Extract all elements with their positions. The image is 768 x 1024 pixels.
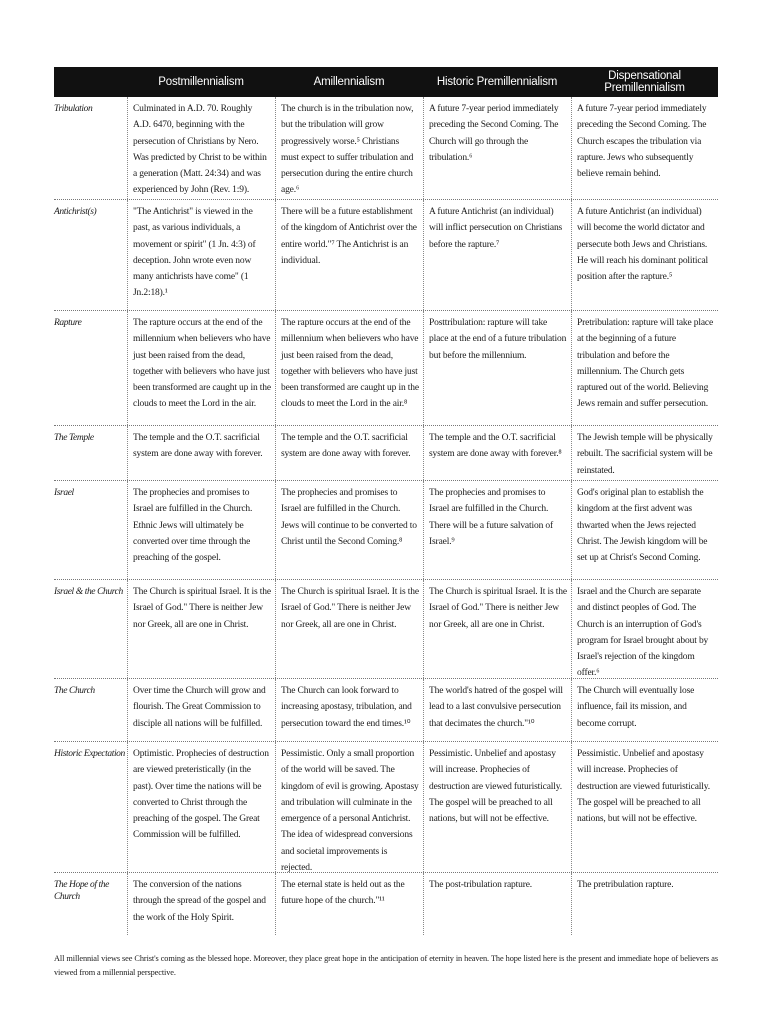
table-row [54,873,718,935]
table-cell: Pessimistic. Unbelief and apostasy will increase. Prophecies of destruction are viewed futuristically. The gospel will be preached to all nations, but will not be effective. [571,742,718,872]
table-cell: A future Antichrist (an individual) will become the world dictator and persecute both Jews and Christians. He will reach his dominant political position after the rapture.⁵ [571,200,718,310]
table-cell: The church is in the tribulation now, but the tribulation will grow progressively worse.⁵ Christians must expect to suffer tribulation and persecution during the entire church age.⁶ [275,97,423,199]
table-cell: The temple and the O.T. sacrificial system are done away with forever. [275,426,423,480]
table-cell: God's original plan to establish the kingdom at the first advent was thwarted when the Jews rejected Christ. The Jewish kingdom will be set up at Christ's Second Coming. [571,481,718,579]
table-row [54,742,718,873]
table-cell: A future 7-year period immediately preceding the Second Coming. The Church will go through the tribulation.⁶ [423,97,571,199]
row-label: Israel [54,488,74,498]
table-cell: The Church will eventually lose influence, fail its mission, and become corrupt. [571,679,718,741]
table-cell: Culminated in A.D. 70. Roughly A.D. 6470, beginning with the persecution of Christians by Nero. Was predicted by Christ to be within a generation (Matt. 24:34) and was experienced by John (Rev. 1:9). [127,97,275,199]
table-cell: The Church is spiritual Israel. It is the Israel of God." There is neither Jew nor Greek, all are one in Christ. [127,580,275,678]
table-cell: The rapture occurs at the end of the millennium when believers who have just been raised from the dead, together with believers who have just been transformed are caught up in the clouds to meet the Lord in the air. [127,311,275,425]
row-label: Israel & the Church [54,587,123,597]
table-cell: Pessimistic. Unbelief and apostasy will increase. Prophecies of destruction are viewed futuristically. The gospel will be preached to all nations, but will not be effective. [423,742,571,872]
row-label: Historic Expectation [54,749,125,759]
table-body [54,97,718,935]
comparison-table [54,67,718,935]
table-cell: The prophecies and promises to Israel are fulfilled in the Church. Jews will continue to be converted to Christ until the Second Coming.⁸ [275,481,423,579]
row-label: The Church [54,686,95,696]
table-row [54,679,718,742]
table-cell: Optimistic. Prophecies of destruction are viewed preteristically (in the past). Over time the nations will be converted to Christ through the preaching of the gospel. The Great Commission will be fulfilled. [127,742,275,872]
row-label: Tribulation [54,104,93,114]
table-cell: "The Antichrist" is viewed in the past, as various individuals, a movement or spirit" (1 Jn. 4:3) of deception. John wrote even now many antichrists have come" (1 Jn.2:18).¹ [127,200,275,310]
table-row [54,311,718,426]
header-postmillennialism: Postmillennialism [158,76,244,88]
row-label: The Hope of the Church [54,880,109,902]
table-row [54,481,718,580]
table-row [54,426,718,481]
table-cell: Posttribulation: rapture will take place at the end of a future tribulation but before the millennium. [423,311,571,425]
table-header [54,67,718,97]
header-historic-premillennialism: Historic Premillennialism [436,76,558,88]
table-cell: Pretribulation: rapture will take place at the beginning of a future tribulation and before the millennium. The Church gets raptured out of the world. Believing Jews remain and suffer persecution. [571,311,718,425]
table-cell: The Church is spiritual Israel. It is the Israel of God." There is neither Jew nor Greek, all are one in Christ. [275,580,423,678]
row-label: Antichrist(s) [54,207,97,217]
table-cell: The pretribulation rapture. [571,873,718,935]
table-cell: The prophecies and promises to Israel are fulfilled in the Church. There will be a future salvation of Israel.⁹ [423,481,571,579]
table-row [54,580,718,679]
table-cell: Israel and the Church are separate and distinct peoples of God. The Church is an interruption of God's program for Israel brought about by Israel's rejection of the kingdom offer.⁶ [571,580,718,678]
table-cell: A future Antichrist (an individual) will inflict persecution on Christians before the rapture.⁷ [423,200,571,310]
table-cell: The world's hatred of the gospel will lead to a last convulsive persecution that decimates the church."¹⁰ [423,679,571,741]
table-row [54,200,718,311]
table-cell: The prophecies and promises to Israel are fulfilled in the Church. Ethnic Jews will ultimately be converted over time through the preaching of the gospel. [127,481,275,579]
table-cell: The temple and the O.T. sacrificial system are done away with forever. [127,426,275,480]
table-cell: Pessimistic. Only a small proportion of the world will be saved. The kingdom of evil is growing. Apostasy and tribulation will culminate in the emergence of a personal Antichrist. The idea of widespread conversions and societal improvements is rejected. [275,742,423,872]
table-cell: The post-tribulation rapture. [423,873,571,935]
table-cell: The conversion of the nations through the spread of the gospel and the work of the Holy Spirit. [127,873,275,935]
row-label: Rapture [54,318,82,328]
table-cell: The eternal state is held out as the future hope of the church."¹¹ [275,873,423,935]
table-cell: The Church is spiritual Israel. It is the Israel of God." There is neither Jew nor Greek, all are one in Christ. [423,580,571,678]
table-cell: The temple and the O.T. sacrificial system are done away with forever.⁸ [423,426,571,480]
header-amillennialism: Amillennialism [313,76,385,88]
table-cell: The rapture occurs at the end of the millennium when believers who have just been raised from the dead, together with believers who have just been transformed are caught up in the clouds to meet the Lord in the air.⁸ [275,311,423,425]
table-row [54,97,718,200]
table-cell: There will be a future establishment of the kingdom of Antichrist over the entire world."⁷ The Antichrist is an individual. [275,200,423,310]
table-cell: Over time the Church will grow and flourish. The Great Commission to disciple all nations will be fulfilled. [127,679,275,741]
header-dispensational-premillennialism: Dispensational Premillennialism [604,70,685,94]
header-corner [54,67,127,97]
table-cell: The Jewish temple will be physically rebuilt. The sacrificial system will be reinstated. [571,426,718,480]
row-label: The Temple [54,433,94,443]
table-cell: The Church can look forward to increasing apostasy, tribulation, and persecution toward the end times.¹⁰ [275,679,423,741]
table-cell: A future 7-year period immediately preceding the Second Coming. The Church escapes the tribulation via rapture. Jews who subsequently believe remain behind. [571,97,718,199]
footnote: All millennial views see Christ's coming as the blessed hope. Moreover, they place great hope in the anticipation of eternity in heaven. The hope listed here is the present and immediate hope of believers as viewed from a millennial perspective. [54,954,718,977]
